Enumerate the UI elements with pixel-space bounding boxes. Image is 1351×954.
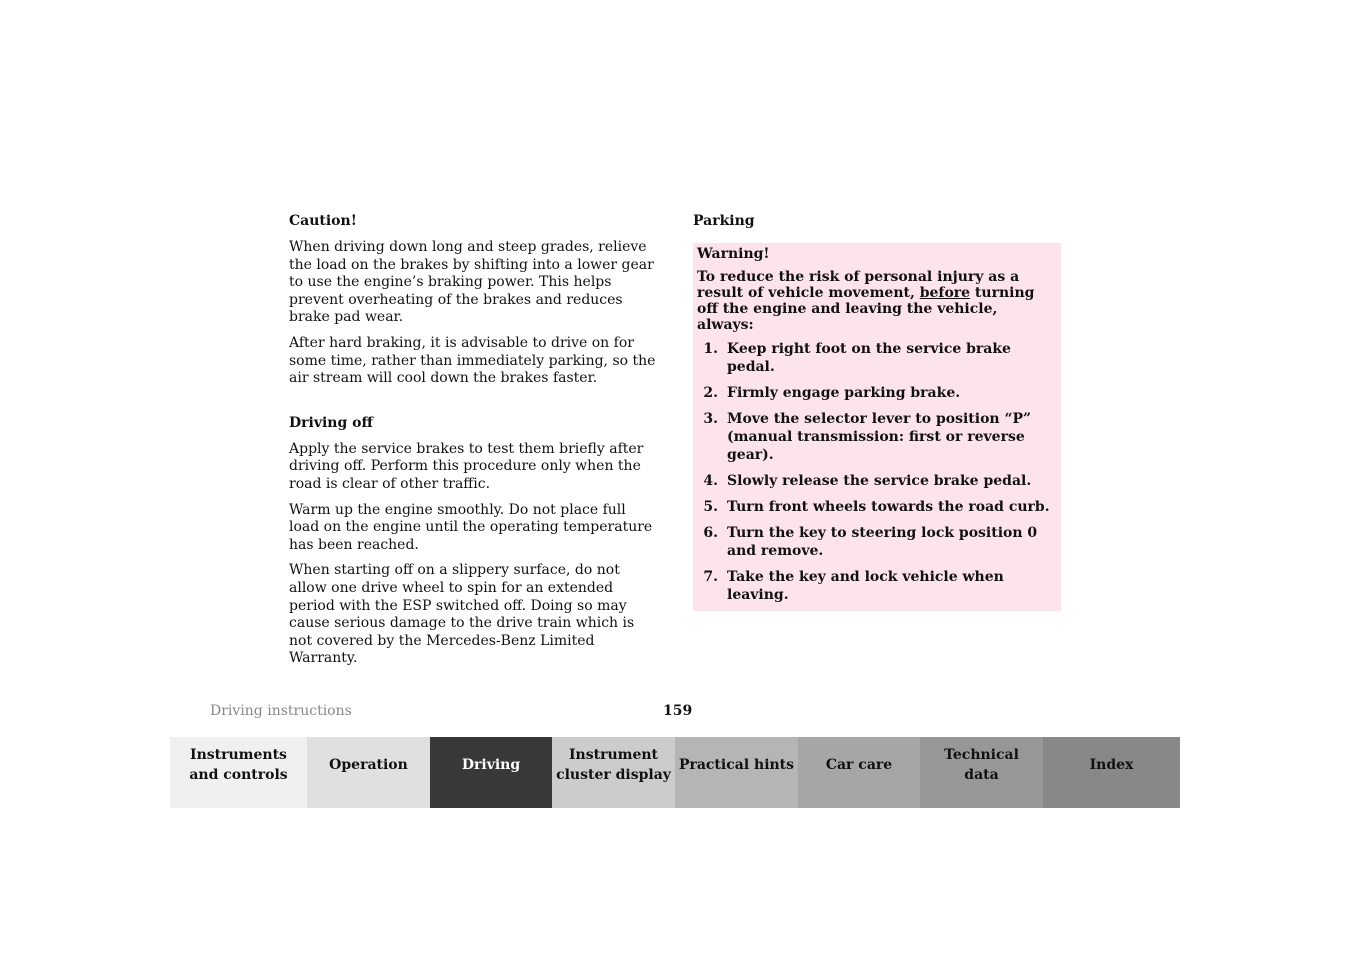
warning-step (697, 524, 1057, 560)
warning-step (697, 410, 1057, 464)
driving-off-paragraph: When starting off on a slippery surface, do not allow one drive wheel to spin for an extended period with the ESP switched off. Doing so may cause serious damage to the drive train which is not covered by the Mercedes-Benz Limited Warranty. (289, 562, 635, 667)
driving-off-paragraph: Apply the service brakes to test them briefly after driving off. Perform this procedure only when the road is clear of other traffic. (289, 440, 644, 492)
warning-step (697, 384, 1057, 402)
warning-step (697, 472, 1057, 490)
right-column (693, 212, 1061, 611)
step-number: 5. (703, 499, 718, 515)
step-number: 2. (703, 385, 718, 401)
nav-tab-car-care[interactable]: Car care (798, 737, 920, 808)
step-text: Turn the key to steering lock position 0 and remove. (727, 525, 1038, 559)
section-title: Driving instructions (210, 703, 352, 719)
step-text: Keep right foot on the service brake pedal. (727, 341, 1011, 375)
driving-off-paragraph: Warm up the engine smoothly. Do not place full load on the engine until the operating temperature has been reached. (289, 501, 653, 553)
warning-step (697, 498, 1057, 516)
nav-tab-operation[interactable]: Operation (307, 737, 430, 808)
nav-tab-technical-data[interactable]: Technical data (920, 737, 1043, 808)
warning-step (697, 568, 1057, 604)
page-number: 159 (663, 703, 693, 719)
nav-tab-index[interactable]: Index (1043, 737, 1180, 808)
caution-paragraph: When driving down long and steep grades, relieve the load on the brakes by shifting into a lower gear to use the engine’s braking power. This helps prevent overheating of the brakes and reduces brake pad wear. (289, 239, 654, 326)
warning-box (693, 243, 1061, 611)
warning-intro-text: To reduce the risk of personal injury as a result of vehicle movement, (697, 269, 1020, 301)
chapter-nav-bar (170, 737, 1180, 808)
nav-tab-instrument-cluster-display[interactable]: Instrument cluster display (552, 737, 675, 808)
warning-intro-text: turning off the engine and leaving the vehicle, always: (697, 285, 1035, 333)
step-text: Take the key and lock vehicle when leaving. (727, 569, 1004, 603)
step-number: 1. (703, 341, 718, 357)
step-number: 3. (703, 411, 718, 427)
caution-heading: Caution! (289, 213, 357, 229)
warning-steps-list (697, 340, 1057, 604)
warning-intro-emphasis: before (919, 285, 971, 301)
warning-step (697, 340, 1057, 376)
step-text: Slowly release the service brake pedal. (727, 473, 1032, 489)
step-text: Firmly engage parking brake. (727, 385, 961, 401)
step-text: Turn front wheels towards the road curb. (727, 499, 1050, 515)
nav-tab-driving[interactable]: Driving (430, 737, 552, 808)
driving-off-heading: Driving off (289, 414, 373, 431)
step-number: 4. (703, 473, 718, 489)
warning-heading: Warning! (697, 246, 770, 262)
parking-heading: Parking (693, 213, 755, 229)
nav-tab-instruments-and-controls[interactable]: Instruments and controls (170, 737, 307, 808)
warning-intro (697, 269, 1057, 333)
nav-tab-practical-hints[interactable]: Practical hints (675, 737, 798, 808)
step-text: Move the selector lever to position “P” (manual transmission: first or reverse gear). (727, 411, 1032, 463)
step-number: 7. (703, 569, 718, 585)
left-column (289, 212, 657, 676)
step-number: 6. (703, 525, 718, 541)
caution-paragraph: After hard braking, it is advisable to drive on for some time, rather than immediately parking, so the air stream will cool down the brakes faster. (289, 334, 656, 387)
